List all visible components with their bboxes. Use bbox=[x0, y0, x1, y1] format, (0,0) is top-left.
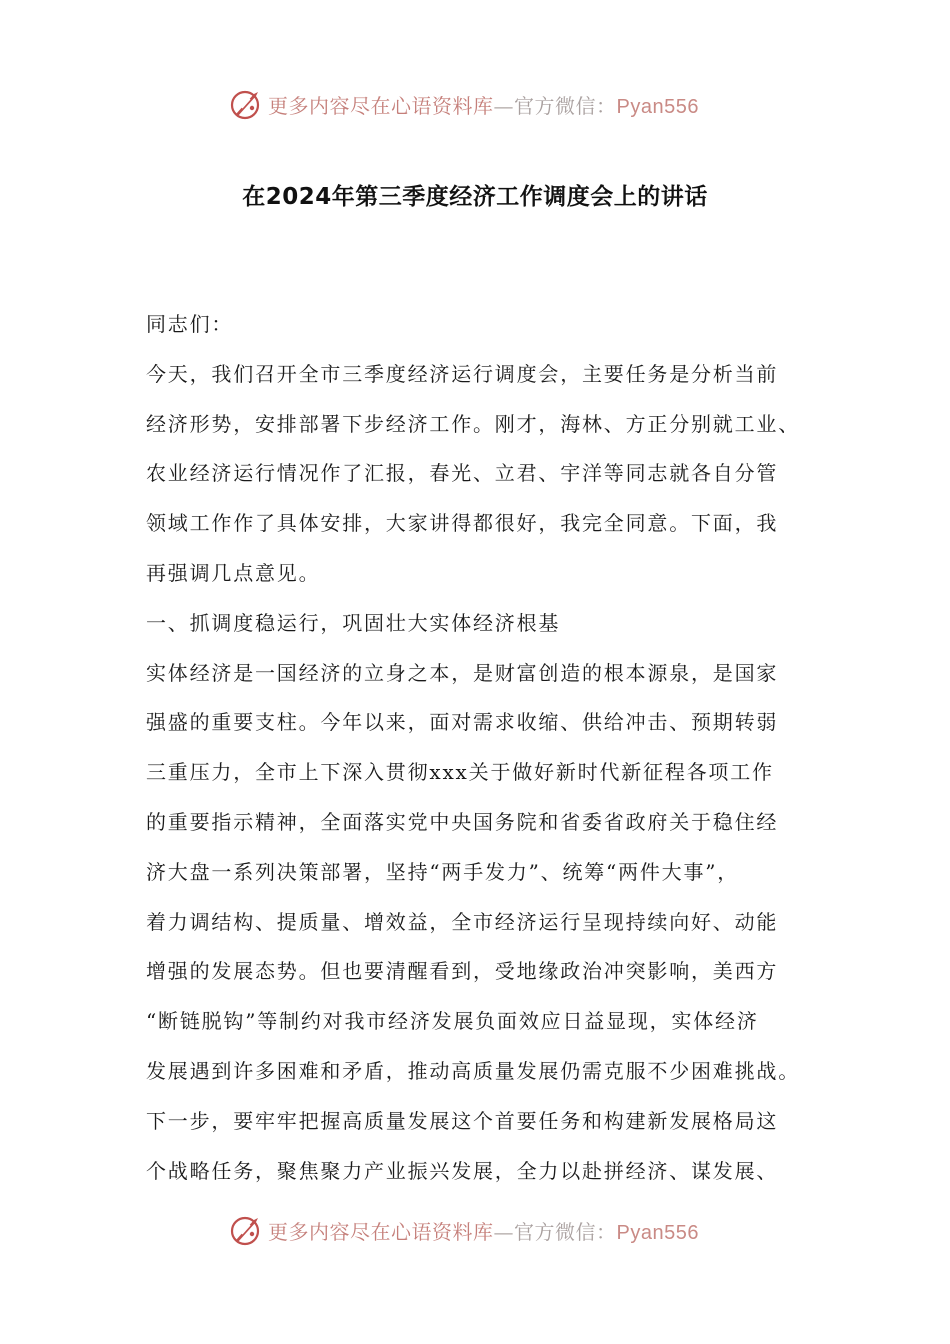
paragraph-line: 的重要指示精神，全面落实党中央国务院和省委省政府关于稳住经 bbox=[146, 809, 779, 834]
watermark-wechat-id: Pyan556 bbox=[616, 95, 699, 118]
document-body bbox=[146, 300, 826, 1196]
paragraph-line: 济大盘一系列决策部署，坚持“两手发力”、统筹“两件大事”， bbox=[146, 859, 740, 884]
watermark-dash: — bbox=[493, 93, 514, 118]
paragraph-line: 个战略任务，聚焦聚力产业振兴发展，全力以赴拼经济、谋发展、 bbox=[146, 1158, 779, 1183]
watermark-wechat-label: 官方微信： bbox=[514, 93, 617, 118]
paragraph-line: “断链脱钩”等制约对我市经济发展负面效应日益显现，实体经济 bbox=[146, 1009, 759, 1034]
quill-pen-logo-icon bbox=[228, 86, 264, 122]
paragraph-line: 领域工作作了具体安排，大家讲得都很好，我完全同意。下面，我 bbox=[146, 511, 779, 536]
watermark-wechat-label: 官方微信： bbox=[514, 1219, 617, 1244]
salutation-line: 同志们： bbox=[146, 312, 234, 336]
paragraph-line: 下一步，要牢牢把握高质量发展这个首要任务和构建新发展格局这 bbox=[146, 1108, 779, 1133]
watermark-text bbox=[268, 1216, 699, 1245]
watermark-main-text: 更多内容尽在心语资料库 bbox=[268, 1219, 494, 1244]
paragraph-line: 发展遇到许多困难和矛盾，推动高质量发展仍需克服不少困难挑战。 bbox=[146, 1058, 800, 1083]
watermark-footer bbox=[228, 1210, 699, 1250]
paragraph-line: 三重压力，全市上下深入贯彻xxx关于做好新时代新征程各项工作 bbox=[146, 760, 774, 785]
paragraph-line: 增强的发展态势。但也要清醒看到，受地缘政治冲突影响，美西方 bbox=[146, 959, 779, 984]
paragraph-line: 再强调几点意见。 bbox=[146, 560, 321, 585]
paragraph-line: 着力调结构、提质量、增效益，全市经济运行呈现持续向好、动能 bbox=[146, 909, 779, 934]
paragraph-line: 今天，我们召开全市三季度经济运行调度会，主要任务是分析当前 bbox=[146, 361, 779, 386]
watermark-dash: — bbox=[493, 1219, 514, 1244]
section-heading: 一、抓调度稳运行，巩固壮大实体经济根基 bbox=[146, 610, 561, 635]
document-title: 在2024年第三季度经济工作调度会上的讲话 bbox=[242, 184, 708, 210]
paragraph-line: 经济形势，安排部署下步经济工作。刚才，海林、方正分别就工业、 bbox=[146, 411, 800, 436]
watermark-header bbox=[228, 84, 699, 124]
watermark-main-text: 更多内容尽在心语资料库 bbox=[268, 93, 494, 118]
watermark-text bbox=[268, 90, 699, 119]
quill-pen-logo-icon bbox=[228, 1212, 264, 1248]
paragraph-line: 农业经济运行情况作了汇报，春光、立君、宇洋等同志就各自分管 bbox=[146, 461, 779, 486]
paragraph-line: 实体经济是一国经济的立身之本，是财富创造的根本源泉，是国家 bbox=[146, 660, 779, 685]
watermark-wechat-id: Pyan556 bbox=[616, 1221, 699, 1244]
paragraph-line: 强盛的重要支柱。今年以来，面对需求收缩、供给冲击、预期转弱 bbox=[146, 710, 779, 735]
